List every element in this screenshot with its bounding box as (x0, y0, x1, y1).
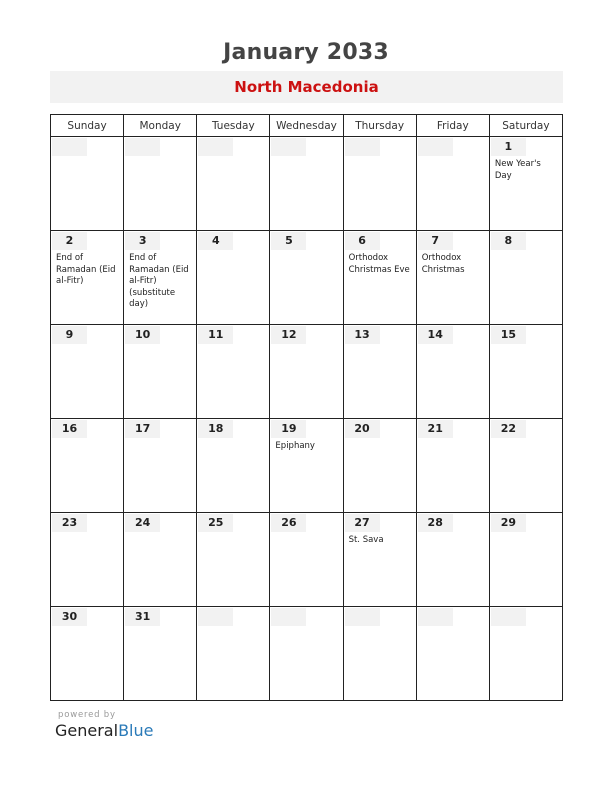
calendar-day-cell (416, 607, 489, 701)
day-number: 21 (418, 420, 453, 438)
calendar-day-cell (270, 231, 343, 325)
day-number: 27 (345, 514, 380, 532)
powered-by-label: powered by (58, 710, 116, 720)
calendar-day-cell (197, 325, 270, 419)
day-number: 17 (125, 420, 160, 438)
calendar-day-cell (489, 419, 562, 513)
day-number (125, 138, 160, 156)
day-number (345, 138, 380, 156)
calendar-day-cell (197, 231, 270, 325)
calendar-day-cell (343, 325, 416, 419)
day-number (271, 138, 306, 156)
day-number: 31 (125, 608, 160, 626)
day-number (198, 138, 233, 156)
calendar-grid (50, 114, 563, 701)
day-number: 11 (198, 326, 233, 344)
calendar-day-cell (51, 137, 124, 231)
calendar-week-row (51, 325, 563, 419)
day-number: 10 (125, 326, 160, 344)
day-number: 29 (491, 514, 526, 532)
day-number: 12 (271, 326, 306, 344)
calendar-day-cell (343, 137, 416, 231)
calendar-day-cell (489, 513, 562, 607)
brand-general-text: General (55, 721, 119, 740)
day-number: 5 (271, 232, 306, 250)
day-number (52, 138, 87, 156)
calendar-day-cell (51, 607, 124, 701)
calendar-day-cell (197, 137, 270, 231)
holiday-label: New Year's Day (494, 159, 541, 181)
calendar-day-cell (270, 419, 343, 513)
calendar-day-cell (489, 607, 562, 701)
calendar-day-cell (343, 513, 416, 607)
calendar-day-cell (343, 607, 416, 701)
page-title: January 2033 (223, 40, 389, 65)
calendar-day-cell (124, 419, 197, 513)
calendar-day-cell (489, 137, 562, 231)
calendar-week-row (51, 419, 563, 513)
weekday-header: Sunday (51, 115, 124, 137)
day-number: 8 (491, 232, 526, 250)
day-number: 13 (345, 326, 380, 344)
day-number (491, 608, 526, 626)
calendar-day-cell (416, 419, 489, 513)
holiday-label: End of Ramadan (Eid al-Fitr) (56, 253, 116, 286)
weekday-header: Wednesday (270, 115, 343, 137)
day-number: 23 (52, 514, 87, 532)
country-name: North Macedonia (234, 78, 379, 96)
calendar-day-cell (197, 607, 270, 701)
weekday-header: Tuesday (197, 115, 270, 137)
day-number (198, 608, 233, 626)
day-number: 4 (198, 232, 233, 250)
day-number: 26 (271, 514, 306, 532)
calendar-day-cell (51, 325, 124, 419)
brand-logo (55, 721, 153, 740)
day-number (271, 608, 306, 626)
calendar-week-row (51, 137, 563, 231)
day-number: 24 (125, 514, 160, 532)
day-number: 16 (52, 420, 87, 438)
day-number: 3 (125, 232, 160, 250)
day-number: 19 (271, 420, 306, 438)
calendar-day-cell (343, 231, 416, 325)
calendar-day-cell (124, 607, 197, 701)
calendar-day-cell (270, 513, 343, 607)
brand-blue-text: Blue (118, 721, 154, 740)
country-banner (50, 71, 563, 103)
calendar-day-cell (51, 513, 124, 607)
calendar-week-row (51, 231, 563, 325)
calendar-day-cell (124, 513, 197, 607)
calendar-day-cell (270, 325, 343, 419)
calendar-day-cell (489, 231, 562, 325)
calendar-day-cell (416, 513, 489, 607)
holiday-label: End of Ramadan (Eid al-Fitr) (substitute day) (129, 253, 189, 309)
calendar-day-cell (343, 419, 416, 513)
weekday-header: Friday (416, 115, 489, 137)
day-number: 25 (198, 514, 233, 532)
day-number: 18 (198, 420, 233, 438)
weekday-header: Saturday (489, 115, 562, 137)
calendar-day-cell (197, 419, 270, 513)
day-number: 22 (491, 420, 526, 438)
weekday-header: Thursday (343, 115, 416, 137)
calendar-day-cell (489, 325, 562, 419)
day-number: 7 (418, 232, 453, 250)
calendar-day-cell (416, 325, 489, 419)
holiday-label: St. Sava (348, 535, 384, 545)
calendar-day-cell (270, 137, 343, 231)
day-number: 14 (418, 326, 453, 344)
day-number (418, 608, 453, 626)
day-number (345, 608, 380, 626)
day-number: 30 (52, 608, 87, 626)
calendar-week-row (51, 513, 563, 607)
calendar-day-cell (416, 231, 489, 325)
calendar-day-cell (124, 137, 197, 231)
calendar-week-row (51, 607, 563, 701)
calendar-day-cell (51, 231, 124, 325)
weekday-header-row (51, 115, 563, 137)
day-number: 1 (491, 138, 526, 156)
weekday-header: Monday (124, 115, 197, 137)
calendar-day-cell (197, 513, 270, 607)
day-number: 20 (345, 420, 380, 438)
calendar-day-cell (124, 325, 197, 419)
calendar-day-cell (270, 607, 343, 701)
day-number: 15 (491, 326, 526, 344)
day-number: 2 (52, 232, 87, 250)
day-number: 9 (52, 326, 87, 344)
holiday-label: Epiphany (275, 441, 315, 451)
calendar-day-cell (124, 231, 197, 325)
calendar-day-cell (416, 137, 489, 231)
holiday-label: Orthodox Christmas (421, 253, 465, 275)
calendar-day-cell (51, 419, 124, 513)
day-number (418, 138, 453, 156)
day-number: 6 (345, 232, 380, 250)
holiday-label: Orthodox Christmas Eve (348, 253, 410, 275)
day-number: 28 (418, 514, 453, 532)
